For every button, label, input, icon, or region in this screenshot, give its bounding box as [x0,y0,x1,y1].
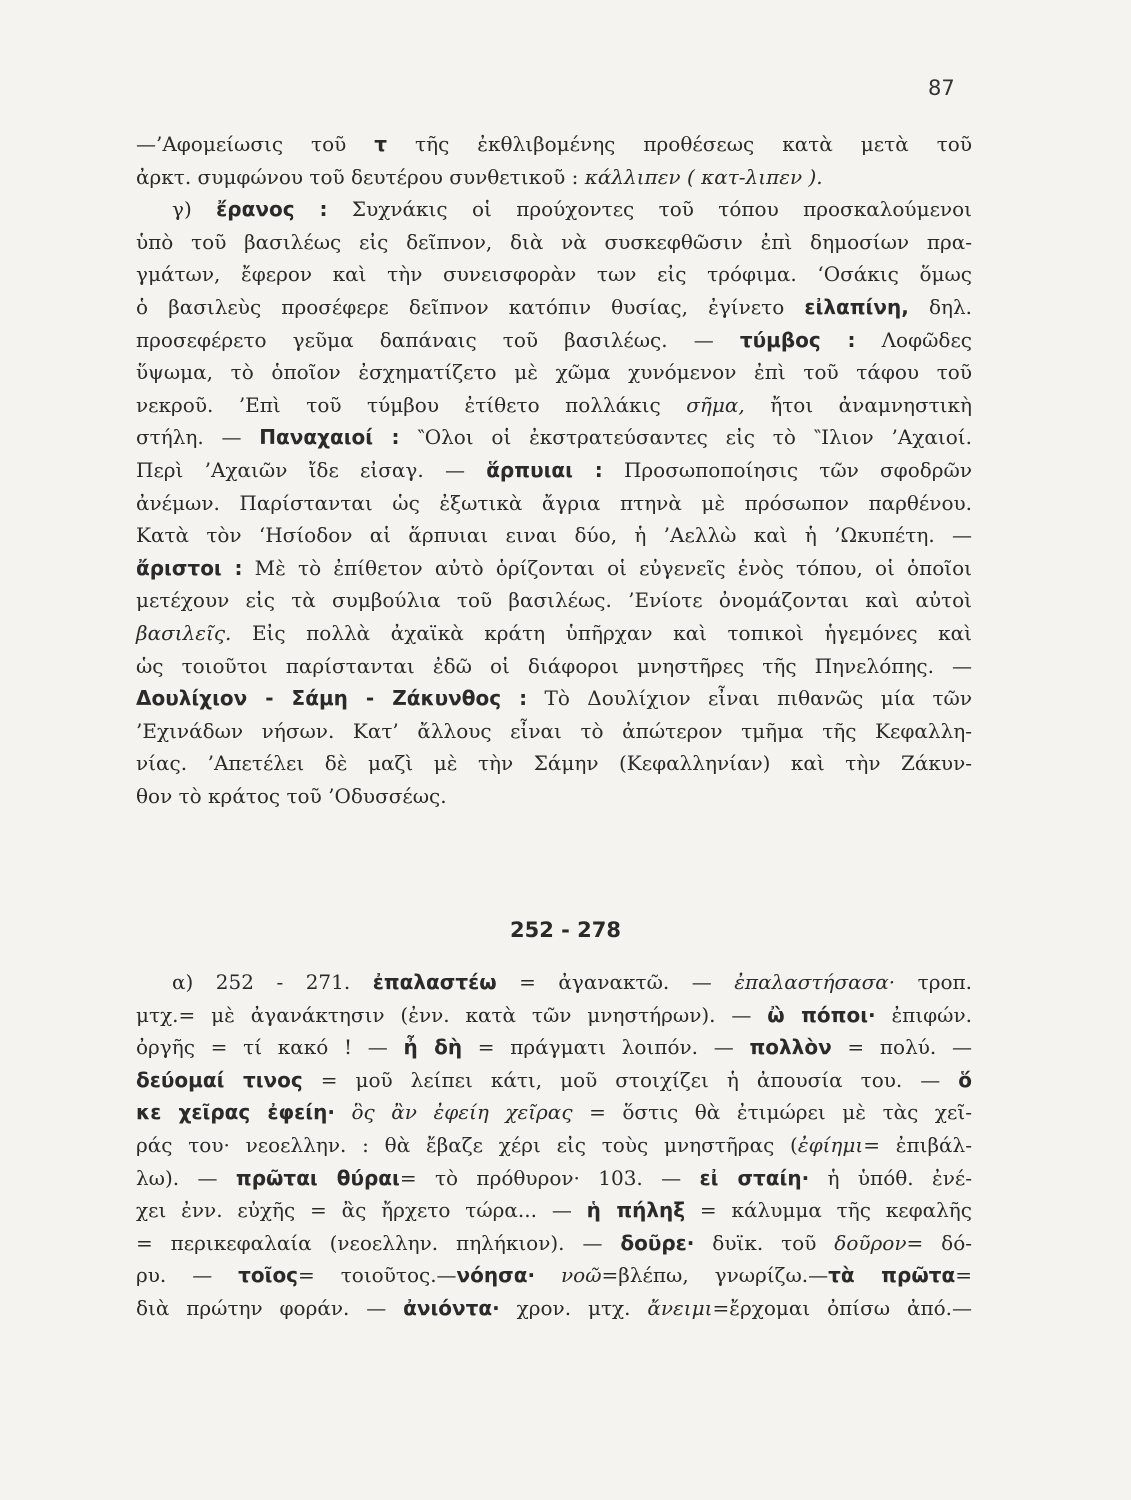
text-line [136,650,972,683]
text-run: ἐπιφών. [875,1002,972,1027]
text-run: τῆς ἐκθλιβομένης προθέσεως κατὰ μετὰ τοῦ [387,132,972,156]
text-line [136,1292,972,1325]
text-run: θον τὸ κράτος τοῦ ’Οδυσσέως. [136,783,447,808]
text-run: ρυ. — [136,1263,239,1288]
text-line [136,454,972,487]
text-line [136,324,972,357]
lemma-term: εἰλαπίνη, [804,294,909,319]
text-run: ἀνέμων. Παρίστανται ὡς ἐξωτικὰ ἄγρια πτηνὰ μὲ πρόσωπον παρθένου. [136,490,972,515]
lemma-term: ἅρπυιαι : [486,457,603,482]
text-run: —’Αφομείωσις τοῦ [136,132,375,156]
text-line [136,1031,972,1064]
italic-phrase: ὃς ἂν ἐφείη χεῖρας [351,1100,573,1125]
text-run: Τὸ Δουλίχιον εἶναι πιθανῶς μία τῶν [527,686,972,711]
lemma-term: πρῶται θύραι [235,1165,400,1190]
text-run: Κατὰ τὸν ‘Ησίοδον αἱ ἅρπυιαι ειναι δύο, ἡ ’Αελλὼ καὶ ἡ ’Ωκυπέτη. — [136,523,972,548]
text-run: Εἰς πολλὰ ἀχαϊκὰ κράτη ὑπῆρχαν καὶ τοπικοὶ ἡγεμόνες καὶ [231,620,972,645]
text-line [136,1227,972,1260]
text-line [136,291,972,324]
text-line [136,389,972,422]
text-run: δηλ. [908,294,972,319]
lemma-term: ἦ δὴ [403,1035,463,1060]
text-line [136,780,972,813]
text-run: ’Εχινάδων νήσων. Κατ’ ἄλλους εἶναι τὸ ἀπώτερον τμῆμα τῆς Κεφαλλη- [136,718,972,743]
lemma-term: τὰ πρῶτα [828,1263,956,1288]
text-run: = περικεφαλαία (νεοελλην. πηλήκιον). — [136,1230,621,1255]
text-line [136,258,972,291]
text-run: = κάλυμμα τῆς κεφαλῆς [685,1198,972,1223]
text-line [136,1129,972,1162]
lemma-term: νόησα· [456,1263,536,1288]
lemma-term: Δουλίχιον - Σάμη - Ζάκυνθος : [136,686,528,711]
text-run: τροπ. [895,970,972,994]
text-run: ἤτοι ἀναμνηστικὴ [744,392,973,417]
lemma-term: τοῖος [238,1263,299,1288]
text-run: = τοιοῦτος.— [298,1263,457,1288]
text-run: ράς του· νεοελλην. : θὰ ἔβαζε χέρι εἰς τοὺς μνηστῆρας ( [136,1132,798,1157]
lemma-term: Παναχαιοί : [259,425,400,450]
italic-phrase: κάλλιπεν ( κατ-λιπεν ). [584,164,823,189]
lemma-term: τ [374,132,388,156]
text-run: ὁ βασιλεὺς προσέφερε δεῖπνον κατόπιν θυσίας, ἐγίνετο [136,294,805,319]
lemma-term: δεύομαί τινος [136,1067,303,1092]
lemma-term: ἐπαλαστέω [372,970,497,994]
text-run: χρον. μτχ. [499,1295,648,1320]
lemma-term: πολλὸν [749,1035,832,1060]
text-run: ὕψωμα, τὸ ὁποῖον ἐσχηματίζετο μὲ χῶμα χυνόμενον ἐπὶ τοῦ τάφου τοῦ [136,360,972,385]
text-run: μτχ.= μὲ ἀγανάκτησιν (ἐνν. κατὰ τῶν μνηστήρων). — [136,1002,768,1027]
text-line [136,1064,972,1097]
text-line [136,747,972,780]
text-run: = μοῦ λείπει κάτι, μοῦ στοιχίζει ἡ ἀπουσία του. — [302,1067,959,1092]
text-run: = πολύ. — [831,1035,972,1060]
text-run: ὑπὸ τοῦ βασιλέως εἰς δεῖπνον, διὰ νὰ συσκεφθῶσιν ἐπὶ δημοσίων πρα- [136,229,972,254]
text-line [136,715,972,748]
text-run: Λοφῶδες [855,327,972,352]
text-line [136,161,972,194]
text-line [136,226,972,259]
text-line [136,966,972,999]
text-run: = τὸ πρόθυρον· 103. — [399,1165,700,1190]
text-line [136,999,972,1032]
lemma-term: ἀνιόντα· [403,1295,500,1320]
text-run: = ὅστις θὰ ἐτιμώρει μὲ τὰς χεῖ- [572,1100,972,1125]
lemma-term: ἄριστοι : [136,555,243,580]
text-run: νίας. ’Απετέλει δὲ μαζὶ μὲ τὴν Σάμην (Κεφαλληνίαν) καὶ τὴν Ζάκυν- [136,751,972,776]
text-line [136,584,972,617]
text-run: χει ἐνν. εὐχῆς = ἂς ἤρχετο τώρα... — [136,1198,587,1223]
text-run: διὰ πρώτην φοράν. — [136,1295,404,1320]
text-line [136,617,972,650]
text-line [136,1096,972,1129]
text-line [136,552,972,585]
section-heading: 252 - 278 [509,918,621,942]
verse-notes-block [136,966,972,1325]
text-run: Μὲ τὸ ἐπίθετον αὐτὸ ὁρίζονται οἱ εὐγενεῖς ἑνὸς τόπου, οἱ ὁποῖοι [242,555,972,580]
text-run: λω). — [136,1165,236,1190]
lemma-term: ὢ πόποι· [767,1002,876,1027]
italic-phrase: δοῦρον [834,1230,907,1255]
lemma-term: ὅ [958,1067,972,1092]
text-run: = ἐπιβάλ- [863,1132,972,1157]
text-run: στήλη. — [136,425,260,450]
text-run: = πράγματι λοιπόν. — [462,1035,750,1060]
text-run: = ἀγανακτῶ. — [496,970,735,994]
italic-phrase: βασιλεῖς. [136,620,232,645]
lemma-term: κε χεῖρας ἐφείη· [136,1100,335,1125]
text-line [136,1194,972,1227]
text-run: =βλέπω, γνωρίζω.— [601,1263,829,1288]
text-line [136,519,972,552]
text-run: προσεφέρετο γεῦμα δαπάναις τοῦ βασιλέως. — [136,327,740,352]
text-run: ὡς τοιοῦτοι παρίστανται ἐδῶ οἱ διάφοροι μνηστῆρες τῆς Πηνελόπης. — [136,653,972,678]
commentary-paragraph-block [136,128,972,812]
text-run: Περὶ ’Αχαιῶν ἴδε εἰσαγ. — [136,457,487,482]
lemma-term: ἔρανος : [216,197,328,222]
text-line [136,1259,972,1292]
italic-phrase: νοῶ [561,1263,602,1288]
lemma-term: δοῦρε· [620,1230,695,1255]
text-run [335,1100,352,1124]
text-run: δυϊκ. τοῦ [694,1230,835,1255]
text-line [136,1162,972,1195]
lemma-term: εἰ σταίη· [699,1165,810,1190]
text-line [136,128,972,161]
italic-phrase: σῆμα, [686,392,745,417]
text-line [136,487,972,520]
text-run: = δό- [906,1230,972,1255]
text-line [136,421,972,454]
text-run: γ) [172,197,217,222]
text-run: ὀργῆς = τί κακό ! — [136,1035,404,1060]
text-run: Συχνάκις οἱ προύχοντες τοῦ τόπου προσκαλούμενοι [327,197,972,222]
lemma-term: τύμβος : [739,327,856,352]
text-run: ἀρκτ. συμφώνου τοῦ δευτέρου συνθετικοῦ : [136,164,585,189]
text-run: α) 252 - 271. [172,970,373,994]
text-run: μετέχουν εἰς τὰ συμβούλια τοῦ βασιλέως. ’Ενίοτε ὀνομάζονται καὶ αὐτοὶ [136,588,972,613]
text-run: νεκροῦ. ’Επὶ τοῦ τύμβου ἐτίθετο πολλάκις [136,392,687,417]
lemma-term: ἡ πήληξ [586,1198,686,1223]
page-number: 87 [928,76,955,100]
text-run: γμάτων, ἔφερον καὶ τὴν συνεισφορὰν των εἰς τρόφιμα. ‘Οσάκις ὅμως [136,262,972,287]
italic-phrase: ἐπαλαστήσασα· [734,970,896,994]
text-run: =ἔρχομαι ὀπίσω ἀπό.— [712,1295,972,1320]
italic-phrase: ἄνειμι [647,1295,713,1320]
text-line [136,682,972,715]
text-run: Προσωποποίησις τῶν σφοδρῶν [602,457,972,482]
text-run: ἡ ὑπόθ. ἐνέ- [809,1165,973,1190]
italic-phrase: ἐφίημι [797,1132,864,1157]
text-run: = [955,1263,972,1288]
text-run: ‶Ολοι οἱ ἐκστρατεύσαντες εἰς τὸ ‶Ιλιον ’Αχαιοί. [399,425,972,450]
text-line [136,356,972,389]
text-line [136,193,972,226]
text-run [535,1263,561,1287]
